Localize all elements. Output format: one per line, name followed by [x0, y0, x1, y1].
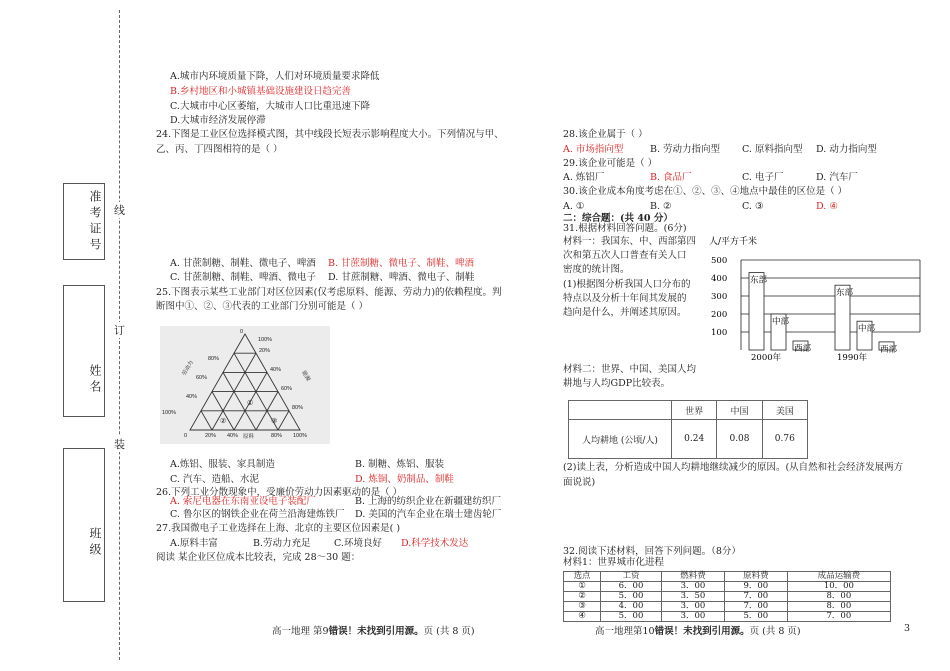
footer-right-error: 错误！未找到引用源。 — [654, 626, 750, 637]
bar-label: 东部 — [750, 275, 768, 286]
section2-title: 二：综合题：(共 40 分） — [563, 213, 673, 224]
tick-right-60: 60% — [281, 386, 293, 392]
q29-option-a: A. 炼铝厂 — [563, 172, 605, 183]
tick-bottom-40: 40% — [227, 433, 239, 439]
tick-bottom-100: 100% — [293, 433, 308, 439]
table-cell: ② — [564, 592, 601, 602]
footer-right — [595, 623, 801, 637]
q32-material1: 材料1：世界城市化进程 — [563, 557, 665, 568]
q23-option-c: C.大城市中心区萎缩，大城市人口比重迅速下降 — [170, 101, 370, 112]
y-tick-label: 400 — [711, 274, 728, 284]
class-box[interactable] — [63, 448, 105, 602]
y-axis-label: 人/平方千米 — [709, 237, 758, 247]
table-header-cell: 成品运输费 — [787, 572, 890, 582]
material1-line-1: 材料一：我国东、中、西部第四 — [563, 236, 697, 247]
table-row-label: 人均耕地 (公顷/人) — [569, 420, 672, 459]
table-row — [564, 592, 891, 602]
table-cell: 6．00 — [601, 582, 662, 592]
q25-option-d: D. 炼铜、奶制品、制鞋 — [355, 474, 454, 485]
table-row — [569, 420, 808, 459]
q31-1-line-1: (1)根据图分析我国人口分布的 — [563, 279, 691, 290]
material1-line-2: 次和第五次人口普查有关人口 — [563, 250, 687, 261]
bar-label: 中部 — [858, 324, 876, 335]
tick-right-40: 40% — [270, 367, 282, 373]
name-label: 姓名 — [88, 364, 102, 396]
marker-1: ① — [247, 399, 254, 407]
tick-bottom-80: 80% — [271, 433, 283, 439]
table-cell: ④ — [564, 612, 601, 622]
q26-option-c: C. 鲁尔区的钢铁企业在荷兰沿海建炼铁厂 — [170, 509, 345, 520]
q24-stem-1: 24.下图是工业区位选择模式图，其中线段长短表示影响程度大小。下列情况与甲、 — [156, 129, 504, 140]
table-cell: 3．50 — [662, 592, 725, 602]
q31-1-line-2: 特点以及分析十年间其发展的 — [563, 293, 687, 304]
population-density-chart — [705, 232, 930, 364]
y-tick-label: 500 — [711, 256, 728, 266]
q30-stem: 30.该企业成本角度考虑在①、②、③、④地点中最佳的区位是（ ） — [563, 186, 848, 197]
q28-option-c: C. 原料指向型 — [742, 144, 803, 155]
q23-option-d: D.大城市经济发展停滞 — [170, 115, 266, 126]
q27-option-a: A.原料丰富 — [170, 538, 218, 549]
footer-left-text-b: 页 (共 8 页) — [423, 626, 475, 637]
table-header-cell: 中国 — [717, 401, 762, 420]
q24-option-d: D. 甘蔗制糖、啤酒、微电子、制鞋 — [328, 272, 475, 283]
table-cell: 7．00 — [787, 612, 890, 622]
material1-line-3: 密度的统计图。 — [563, 264, 630, 275]
q28-option-b: B. 劳动力指向型 — [650, 144, 721, 155]
table-cell: 5．00 — [724, 612, 787, 622]
q31-stem: 31.根据材料回答问题。(6分) — [563, 223, 687, 234]
q28-option-d: D. 动力指向型 — [816, 144, 877, 155]
y-tick-label: 300 — [711, 292, 728, 302]
q32-stem: 32.阅读下述材料，回答下列问题。（8分） — [563, 546, 741, 557]
q26-stem: 26.下列工业分散现象中，受廉价劳动力因素驱动的是（ ） — [156, 487, 403, 498]
y-tick-label: 200 — [711, 310, 728, 320]
tick-right-20: 20% — [259, 348, 271, 354]
exam-number-label: 准考证号 — [88, 190, 102, 254]
material2-line-1: 材料二：世界、中国、美国人均 — [563, 364, 697, 375]
q25-stem-1: 25.下图表示某些工业部门对区位因素(仅考虑原料、能源、劳动力)的依赖程度。判 — [156, 287, 502, 298]
ternary-diagram — [160, 326, 330, 444]
q27-stem: 27.我国微电子工业选择在上海、北京的主要区位因素是( ) — [156, 523, 401, 534]
q29-stem: 29.该企业可能是（ ） — [563, 158, 658, 169]
table-header-cell: 工资 — [601, 572, 662, 582]
read-table-instruction: 阅读 某企业区位成本比较表，完成 28～30 题： — [156, 552, 361, 563]
table-cell: 9．00 — [724, 582, 787, 592]
tick-bottom-20: 20% — [205, 433, 217, 439]
footer-left-error: 错误！未找到引用源。 — [328, 626, 424, 637]
bar-label: 东部 — [836, 288, 854, 299]
tick-left-80: 80% — [208, 356, 220, 362]
binding-char-staple: 订 — [114, 324, 125, 337]
table-cell: 4．00 — [601, 602, 662, 612]
table-cell: 8．00 — [787, 602, 890, 612]
q31-2-line-1: (2)读上表，分析造成中国人均耕地继续减少的原因。(从自然和社会经济发展两方 — [563, 462, 904, 473]
name-box[interactable] — [63, 285, 105, 417]
footer-left-text-a: 高一地理 第9 — [272, 626, 329, 637]
class-label: 班级 — [88, 527, 102, 559]
table-row — [564, 612, 891, 622]
q25-option-c: C. 汽车、造船、水泥 — [170, 474, 259, 485]
tick-top-100: 100% — [258, 337, 273, 343]
table-cell: 3．00 — [662, 612, 725, 622]
group-label: 2000年 — [751, 353, 782, 363]
q26-option-b: B. 上海的纺织企业在新疆建纺织厂 — [355, 496, 502, 507]
bar-label: 西部 — [794, 344, 812, 354]
q30-option-b: B. ② — [650, 201, 672, 212]
footer-right-text-a: 高一地理第10 — [595, 626, 655, 637]
table-header-cell: 燃料费 — [662, 572, 725, 582]
bar-label: 中部 — [772, 317, 790, 327]
bar-label: 西部 — [880, 344, 898, 355]
tick-bottom-0: 0 — [184, 433, 188, 439]
marker-2: ② — [220, 417, 227, 425]
group-label: 1990年 — [837, 353, 868, 363]
y-tick-label: 100 — [711, 328, 728, 338]
q23-option-b: B.乡村地区和小城镇基础设施建设日趋完善 — [170, 86, 352, 97]
q26-option-d: D. 美国的汽车企业在瑞士建齿轮厂 — [355, 509, 502, 520]
q23-option-a: A.城市内环境质量下降，人们对环境质量要求降低 — [170, 71, 380, 82]
q25-stem-2: 断图中①、②、③代表的工业部门分别可能是（ ） — [156, 301, 369, 312]
axis-bottom: 原料 — [243, 434, 255, 440]
tick-left-40: 40% — [186, 394, 198, 400]
q31-1-line-3: 趋向是什么，并阐述其原因。 — [563, 307, 687, 318]
exam-number-box[interactable] — [63, 183, 105, 260]
q30-option-d: D. ④ — [816, 201, 838, 212]
q24-option-b: B. 甘蔗制糖、微电子、制鞋、啤酒 — [328, 258, 475, 269]
q25-option-a: A.炼铝、服装、家具制造 — [170, 459, 275, 470]
q29-option-c: C. 电子厂 — [742, 172, 784, 183]
tick-top-0: 0 — [240, 329, 244, 335]
q27-option-b: B.劳动力充足 — [253, 538, 311, 549]
footer-left — [272, 623, 475, 637]
q26-option-a: A. 索尼电器在东南亚设电子装配厂 — [170, 496, 316, 507]
table-cell: 5．00 — [601, 592, 662, 602]
table-cell: 0.76 — [762, 420, 807, 459]
table-cell: 5．00 — [601, 612, 662, 622]
q27-option-c: C.环境良好 — [334, 538, 382, 549]
table-cell: 3．00 — [662, 602, 725, 612]
table-header-cell: 原料费 — [724, 572, 787, 582]
q27-option-d: D.科学技术发达 — [401, 538, 469, 549]
table-row — [569, 401, 808, 420]
table-cell: 3．00 — [662, 582, 725, 592]
table-header-cell: 选点 — [564, 572, 601, 582]
axis-right: 能源 — [300, 370, 311, 383]
table-cell: ③ — [564, 602, 601, 612]
q31-2-line-2: 面说说) — [563, 477, 596, 488]
cost-table — [563, 571, 891, 622]
table-row — [564, 602, 891, 612]
q30-option-c: C. ③ — [742, 201, 764, 212]
table-header-cell: 美国 — [762, 401, 807, 420]
table-header-cell — [569, 401, 672, 420]
tick-right-80: 80% — [292, 405, 304, 411]
gdp-table — [568, 400, 808, 459]
table-cell: 7．00 — [724, 602, 787, 612]
binding-char-line: 线 — [114, 204, 125, 217]
marker-3: ③ — [271, 417, 278, 425]
q24-stem-2: 乙、丙、丁四图相符的是（ ） — [156, 144, 283, 155]
binding-char-bind: 装 — [114, 438, 125, 451]
table-cell: 0.08 — [717, 420, 762, 459]
footer-right-text-b: 页 (共 8 页) — [749, 626, 801, 637]
page-number: 3 — [904, 623, 911, 634]
table-header-cell: 世界 — [672, 401, 717, 420]
table-cell: 8．00 — [787, 592, 890, 602]
q28-stem: 28.该企业属于（ ） — [563, 129, 648, 140]
q29-option-d: D. 汽车厂 — [816, 172, 858, 183]
table-cell: 10．00 — [787, 582, 890, 592]
axis-left: 劳动力 — [181, 359, 195, 377]
tick-left-60: 60% — [196, 375, 208, 381]
table-row — [564, 572, 891, 582]
table-cell: ① — [564, 582, 601, 592]
material2-line-2: 耕地与人均GDP比较表。 — [563, 378, 671, 389]
tick-left-100: 100% — [162, 410, 177, 416]
q30-option-a: A. ① — [563, 201, 585, 212]
table-row — [564, 582, 891, 592]
q24-option-c: C. 甘蔗制糖、制鞋、啤酒、微电子 — [170, 272, 316, 283]
q29-option-b: B. 食品厂 — [650, 172, 692, 183]
q25-option-b: B. 制糖、炼铝、服装 — [355, 459, 445, 470]
q24-option-a: A. 甘蔗制糖、制鞋、微电子、啤酒 — [170, 258, 316, 269]
table-cell: 7．00 — [724, 592, 787, 602]
q28-option-a: A. 市场指向型 — [563, 144, 624, 155]
table-cell: 0.24 — [672, 420, 717, 459]
